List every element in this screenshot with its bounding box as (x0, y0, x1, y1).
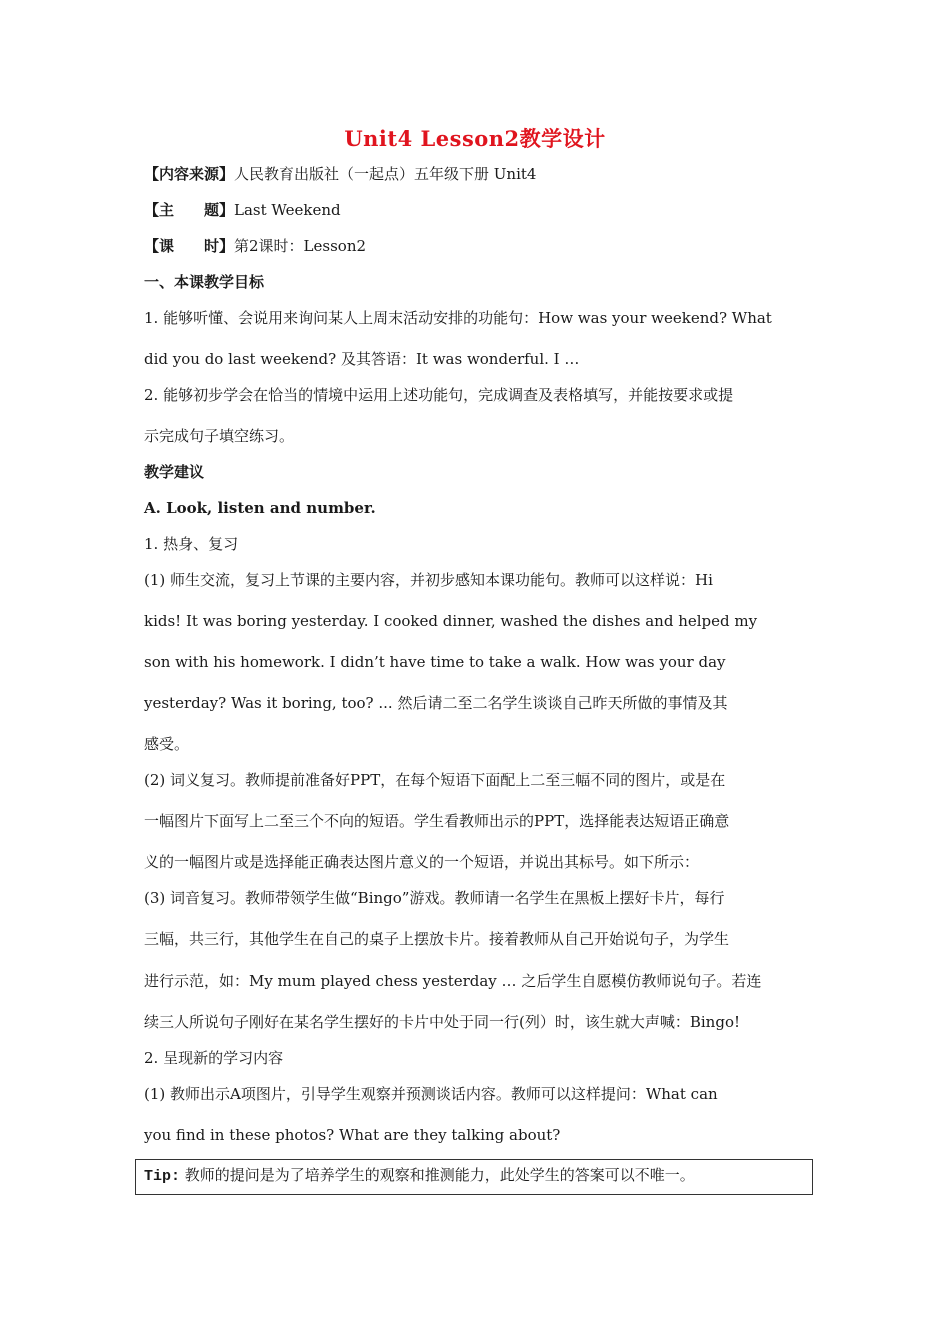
meta-period-value: 第2课时：Lesson2 (234, 237, 367, 255)
goal-2-line-2: 示完成句子填空练习。 (144, 427, 295, 445)
paragraph-3-line-1: (3) 词音复习。教师带领学生做“Bingo”游戏。教师请一名学生在黑板上摆好卡片，每行 (144, 889, 725, 907)
meta-period-line (144, 236, 816, 256)
paragraph-3-line-4: 续三人所说句子刚好在某名学生摆好的卡片中处于同一行(列）时，该生就大声喊：Bingo! (144, 1013, 740, 1031)
meta-source-value: 人民教育出版社（一起点）五年级下册 Unit4 (234, 165, 537, 183)
paragraph-1-line-2: kids! It was boring yesterday. I cooked dinner, washed the dishes and helped my (144, 612, 758, 630)
meta-topic-line (144, 200, 816, 220)
paragraph-2-line-2: 一幅图片下面写上二至三个不向的短语。学生看教师出示的PPT，选择能表达短语正确意 (144, 812, 730, 830)
paragraph-4-line-2: you find in these photos? What are they talking about? (144, 1126, 561, 1144)
paragraph-4-line-1: (1) 教师出示A项图片，引导学生观察并预测谈话内容。教师可以这样提问：What can (144, 1085, 718, 1103)
document-title: Unit4 Lesson2教学设计 (344, 126, 606, 151)
paragraph-2-line-1: (2) 词义复习。教师提前准备好PPT，在每个短语下面配上二至三幅不同的图片，或是在 (144, 771, 726, 789)
paragraph-1-line-3: son with his homework. I didn’t have time to take a walk. How was your day (144, 653, 726, 671)
meta-period-label: 【课 时】 (144, 237, 235, 255)
paragraph-1-line-1: (1) 师生交流，复习上节课的主要内容，并初步感知本课功能句。教师可以这样说：Hi (144, 571, 713, 589)
meta-topic-value: Last Weekend (234, 201, 341, 219)
section-heading-goals: 一、本课教学目标 (144, 273, 265, 291)
goal-2-line-1: 2. 能够初步学会在恰当的情境中运用上述功能句，完成调查及表格填写，并能按要求或提 (144, 386, 734, 404)
paragraph-1-line-5: 感受。 (144, 735, 190, 753)
part-a-heading: A. Look, listen and number. (144, 499, 376, 517)
paragraph-1-line-4: yesterday? Was it boring, too? ... 然后请二至二名学生谈谈自己昨天所做的事情及其 (144, 694, 728, 712)
meta-source-label: 【内容来源】 (144, 165, 235, 183)
meta-topic-label: 【主 题】 (144, 201, 235, 219)
section-heading-suggestions: 教学建议 (144, 463, 205, 481)
tip-label: Tip: (144, 1168, 181, 1185)
goal-1-line-2: did you do last weekend? 及其答语：It was wonderful. I … (144, 350, 580, 368)
meta-source-line (144, 164, 816, 184)
paragraph-3-line-2: 三幅，共三行，其他学生在自己的桌子上摆放卡片。接着教师从自己开始说句子，为学生 (144, 930, 730, 948)
tip-box (135, 1159, 813, 1195)
step-2-heading: 2. 呈现新的学习内容 (144, 1049, 284, 1067)
step-1-heading: 1. 热身、复习 (144, 535, 239, 553)
goal-1-line-1: 1. 能够听懂、会说用来询问某人上周末活动安排的功能句：How was your weekend? What (144, 309, 772, 327)
paragraph-2-line-3: 义的一幅图片或是选择能正确表达图片意义的一个短语，并说出其标号。如下所示： (144, 853, 700, 871)
tip-text: 教师的提问是为了培养学生的观察和推测能力，此处学生的答案可以不唯一。 (180, 1166, 695, 1184)
paragraph-3-line-3: 进行示范，如：My mum played chess yesterday … 之后学生自愿模仿教师说句子。若连 (144, 972, 762, 990)
